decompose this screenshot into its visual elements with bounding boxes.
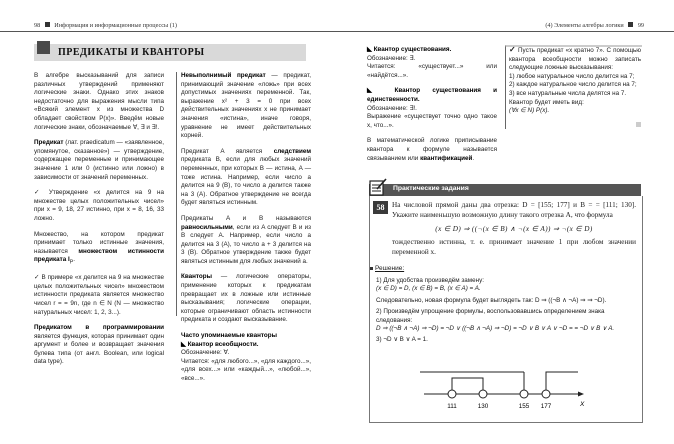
paragraph-unsatisfiable bbox=[181, 72, 311, 141]
text: — предикат, принимающий значение «ложь» при всех допустимых значениях переменной. Так, выражение x² + 3 = 0 при всех действительных значениях x не принимает значения «истина», иначе говоря, уравнение не имеет действительных корней. bbox=[181, 72, 311, 140]
text: Множество, на котором предикат принимает только истинные значения, называется bbox=[34, 230, 164, 255]
practice-header-bar bbox=[369, 184, 641, 196]
example-divisible-9: ✓ Утверждение «x делится на 9 на множестве целых положительных чисел» при x = 9, 18, 27 истинно, при x = 8, 16, 33 ложно. bbox=[34, 189, 164, 222]
solution-step-1: 1) Для удобства произведём замену: bbox=[376, 277, 484, 284]
example-truth-set: ✓ В примере «x делится на 9 на множестве целых положительных чисел» множеством истинности предиката является множество чисел r = = 9n, где n ∈ N (N — множество натуральных чисел: 1, 2, 3...). bbox=[34, 274, 164, 316]
note-line-1 bbox=[509, 46, 641, 73]
universal-notation: Обозначение: ∀. bbox=[181, 349, 230, 357]
text: Предикат A является bbox=[181, 147, 274, 155]
text: Предикаты A и B называются bbox=[181, 214, 311, 222]
task-statement bbox=[392, 200, 636, 257]
unique-existential-notation: Обозначение: ∃!. bbox=[367, 104, 417, 112]
title-square-icon bbox=[37, 41, 50, 54]
note-line-2: 1) любое натуральное число делится на 7; bbox=[509, 72, 635, 80]
note-line-3: 2) каждое натуральное число делится на 7; bbox=[509, 81, 637, 89]
term: следствием bbox=[273, 147, 311, 155]
term: Предикат bbox=[34, 139, 64, 147]
header-rule bbox=[0, 31, 337, 32]
bullet-icon bbox=[370, 267, 373, 270]
label-130: 130 bbox=[477, 403, 489, 410]
square-marker-icon bbox=[628, 22, 633, 27]
heading-text: Часто упоминаемые кванторы bbox=[181, 332, 277, 340]
existential-quantifier-title bbox=[367, 46, 497, 55]
running-head-left: 98 Информация и информационные процессы (1) bbox=[34, 22, 177, 29]
quantifiers-heading bbox=[181, 332, 311, 341]
task-text-end: тождественно истинна, т. е. принимает значение 1 при любом значении переменной x. bbox=[392, 238, 636, 256]
paragraph-equivalent bbox=[181, 215, 311, 267]
task-number: 58 bbox=[373, 201, 388, 214]
title-text: Квантор существования. bbox=[373, 46, 452, 53]
paragraph-quantifiers bbox=[181, 273, 311, 325]
checkmark-icon: ✓ bbox=[509, 45, 516, 54]
subscript: P bbox=[69, 259, 74, 266]
notepad-pencil-icon bbox=[369, 178, 389, 196]
arrow-marker-icon: ◣ bbox=[367, 87, 395, 95]
paragraph-intro: В алгебре высказываний для записи различных утверждений применяют логические знаки. Однако этих знаков недостаточно для выражения мысли типа «Всякий элемент x из множества D обладает свойством P(x)». Введём новые логические знаки, обозначаемые ∀, ∃ и ∃!. bbox=[34, 72, 164, 131]
term: множеством истинности предиката I bbox=[34, 247, 164, 264]
solution-substitution: (x ∈ D) = D, (x ∈ B) = B, (x ∈ A) = A. bbox=[376, 285, 481, 293]
paragraph-predicate-definition bbox=[34, 139, 164, 182]
label-177: 177 bbox=[540, 403, 552, 410]
title-text: Квантор всеобщности. bbox=[187, 340, 259, 348]
paragraph-programming bbox=[34, 324, 164, 367]
universal-quantifier-title bbox=[181, 341, 311, 350]
square-marker-icon bbox=[45, 22, 50, 27]
title-text: Квантор существования и единственности. bbox=[367, 87, 497, 103]
text: Пусть предикат «x кратно 7». С помощью квантора всеобщности можно записать следующие ложные высказывания: bbox=[509, 47, 642, 72]
existential-reading: Читается: «существует...» или «найдётся...». bbox=[367, 63, 497, 79]
unique-existential-title bbox=[367, 87, 497, 104]
solution-step-2: 2) Произведём упрощение формулы, воспользовавшись определением знака следования: bbox=[376, 308, 605, 324]
term: равносильными bbox=[181, 223, 233, 231]
term: квантификацией bbox=[420, 154, 473, 162]
term: Предикатом в программировании bbox=[34, 324, 164, 332]
left-column-1 bbox=[34, 72, 164, 374]
header-rule bbox=[337, 31, 674, 32]
existential-notation: Обозначение: ∃. bbox=[367, 54, 416, 62]
task-formula: (x ∈ D) ⇒ ((¬(x ∈ B) ∧ ¬(x ∈ A)) ⇒ ¬(x ∈ D) bbox=[435, 225, 593, 233]
arrow-marker-icon: ◣ bbox=[181, 340, 188, 348]
label-text: Решение: bbox=[375, 265, 405, 272]
chapter-title: Элементы алгебры логики bbox=[554, 22, 624, 29]
segment-b bbox=[452, 378, 483, 390]
chapter-number: 1 bbox=[171, 22, 175, 29]
solution-simplification: D ⇒ ((¬B ∧ ¬A) ⇒ ¬D) = ¬D ∨ ((¬B ∧ ¬A) ⇒ ¬D) = ¬D ∨ B ∨ A ∨ ¬D = = ¬D ∨ B ∨ A. bbox=[376, 325, 615, 333]
unique-existential-reading: Выражение «существует точно одно такое x, что...». bbox=[367, 113, 497, 129]
number-line-diagram bbox=[420, 368, 620, 414]
text: , если из A следует B и из B следует A. Например, если число a делится на 3 (A), то число a + 3 делится на 3 (B). Обратное утверждение также будет являться истинным для любых значений a. bbox=[181, 223, 311, 265]
label-111: 111 bbox=[447, 403, 457, 410]
practice-header: Практические задания bbox=[393, 185, 469, 192]
paragraph-quantification bbox=[367, 137, 497, 163]
text: является функция, которая принимает один аргумент и более и возвращает значения булева типа (от англ. Boolean, или logical data type). bbox=[34, 332, 164, 366]
point-155 bbox=[520, 390, 528, 398]
running-head-right: (4) Элементы алгебры логики 99 bbox=[545, 22, 644, 29]
note-line-6: (∀x ∈ N) P(x). bbox=[509, 107, 550, 115]
axis-label-x: X bbox=[580, 401, 585, 408]
right-column-2 bbox=[509, 46, 641, 116]
page-number: 99 bbox=[637, 22, 644, 29]
note-line-4: 3) все натуральные числа делятся на 7. bbox=[509, 89, 627, 97]
text: . bbox=[73, 256, 76, 264]
task-text: На числовой прямой даны два отрезка: D = [155; 177] и B = = [111; 130]. Укажите наименьшую возможную длину такого отрезка A, что формула bbox=[392, 201, 636, 219]
right-column-1 bbox=[367, 46, 497, 170]
definition-text: (лат. praedicatum — «заявленное, упомянутое, сказанное») — утверждение, содержащее переменные и принимающее значение 1 или 0 (истинно или ложно) в зависимости от значений переменных. bbox=[34, 139, 164, 181]
segment-not-d-right bbox=[546, 372, 578, 390]
chapter-number: 4 bbox=[547, 22, 551, 29]
solution-new-formula: Следовательно, новая формула будет выглядеть так: D ⇒ ((¬B ∧ ¬A) ⇒ ⇒ ¬D). bbox=[376, 296, 607, 304]
term: Невыполнимый предикат bbox=[181, 72, 266, 79]
text: . bbox=[472, 154, 475, 162]
arrow-marker-icon: ◣ bbox=[367, 46, 374, 53]
text: — логические операторы, применение которых к предикатам превращает их в ложные или истинные высказывания; логические операции, которые ограничивают область истинности предиката и создают высказывание. bbox=[181, 273, 311, 324]
page-number: 98 bbox=[34, 22, 41, 29]
label-155: 155 bbox=[518, 403, 530, 410]
left-column-2 bbox=[176, 72, 311, 382]
solution-label bbox=[370, 265, 404, 272]
right-page bbox=[337, 0, 674, 444]
task-box bbox=[369, 196, 643, 423]
solution-body bbox=[376, 277, 636, 348]
chapter-title: Информация и информационные процессы bbox=[54, 22, 169, 29]
point-177 bbox=[542, 390, 550, 398]
section-title: ПРЕДИКАТЫ И КВАНТОРЫ bbox=[58, 47, 205, 58]
note-line-5: Квантор будет иметь вид: bbox=[509, 98, 584, 106]
point-130 bbox=[479, 390, 487, 398]
paragraph-truth-set bbox=[34, 231, 164, 268]
axis-arrow-icon bbox=[578, 392, 584, 397]
solution-step-3: 3) ¬D ∨ B ∨ A = 1. bbox=[376, 336, 428, 344]
corner-marker-icon bbox=[636, 122, 641, 127]
paragraph-consequence bbox=[181, 148, 311, 208]
section-title-bar bbox=[34, 44, 306, 61]
term: Кванторы bbox=[181, 273, 213, 281]
point-111 bbox=[448, 390, 456, 398]
text: предиката B, если для любых значений переменных, при которых B — истина, A — тоже истина. Например, если число a делится на 9 (B), то число a делится также на 3 (A). Обратное утверждение не всегда будет являться истинным. bbox=[181, 156, 311, 207]
text: В математической логике приписывание квантора к формуле называется связыванием или bbox=[367, 137, 497, 162]
universal-reading: Читается: «для любого...», «для каждого...», «для всех...» или «каждый...», «любой...», «все...». bbox=[181, 357, 311, 382]
